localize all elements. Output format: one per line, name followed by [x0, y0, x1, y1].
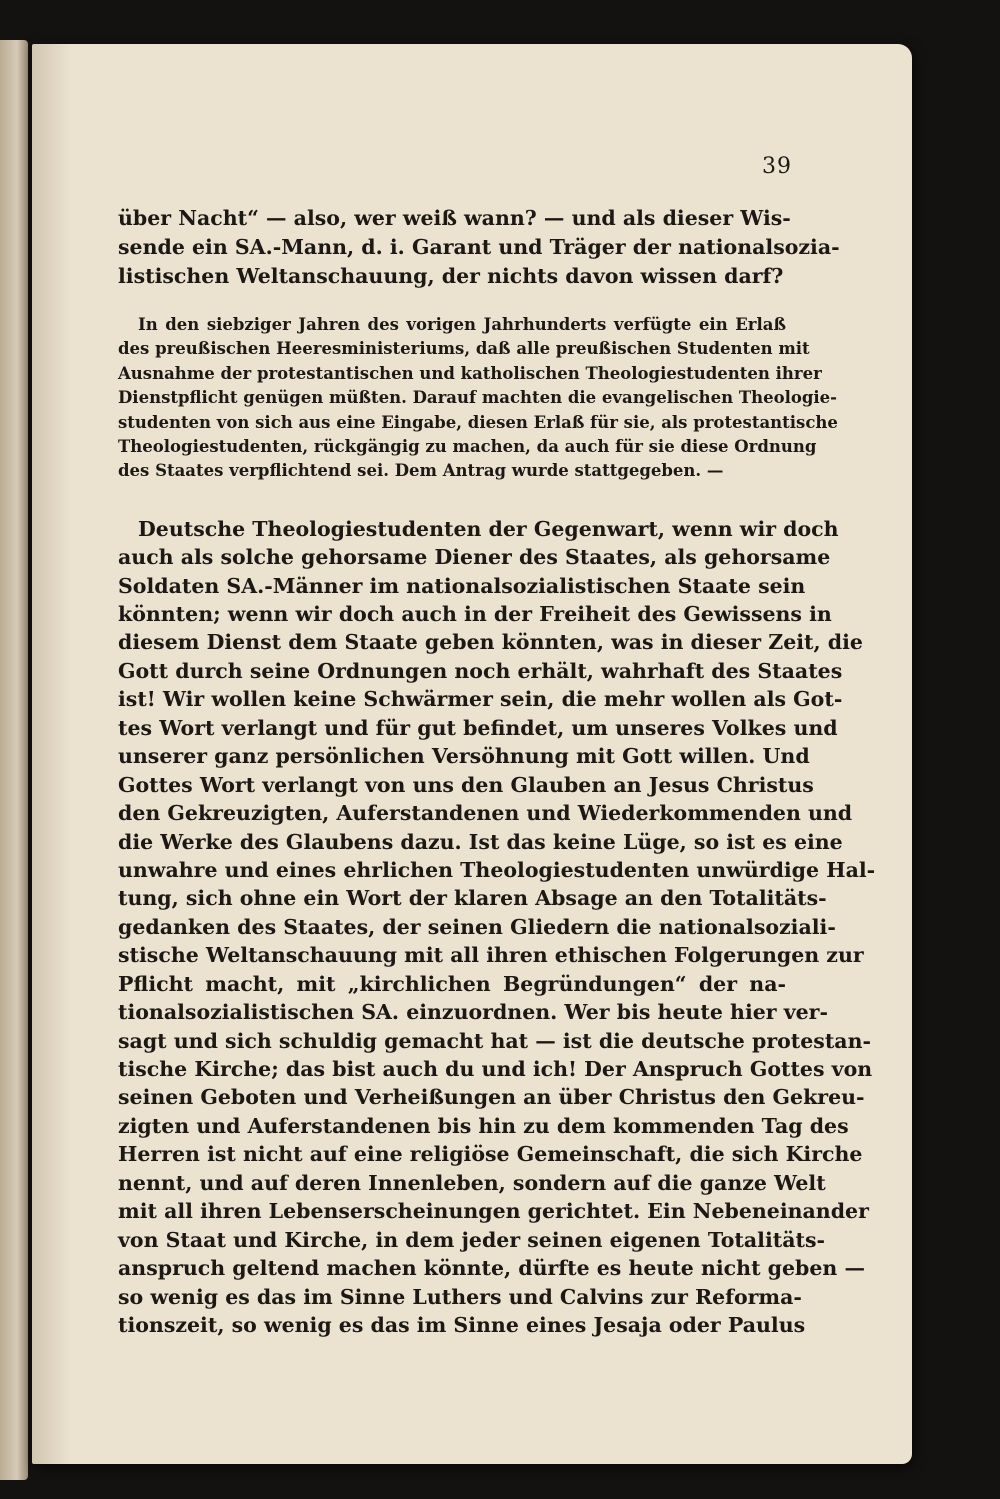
- text-line: über Nacht“ — also, wer weiß wann? — und als dieser Wis-: [118, 206, 791, 230]
- main-paragraph: [118, 515, 876, 1340]
- text-line: könnten; wenn wir doch auch in der Freiheit des Gewissens in: [118, 602, 832, 627]
- text-line: so wenig es das im Sinne Luthers und Calvins zur Reforma-: [118, 1284, 802, 1309]
- text-line: tische Kirche; das bist auch du und ich! Der Anspruch Gottes von: [118, 1057, 873, 1082]
- text-line: Gott durch seine Ordnungen noch erhält, wahrhaft des Staates: [118, 658, 843, 683]
- text-line: den Gekreuzigten, Auferstandenen und Wiederkommenden und: [118, 801, 853, 826]
- text-line: die Werke des Glaubens dazu. Ist das keine Lüge, so ist es eine: [118, 829, 843, 854]
- text-line: Gottes Wort verlangt von uns den Glauben an Jesus Christus: [118, 772, 814, 797]
- page-number: 39: [762, 154, 792, 179]
- text-line: ist! Wir wollen keine Schwärmer sein, die mehr wollen als Got-: [118, 687, 843, 712]
- text-line: tung, sich ohne ein Wort der klaren Absage an den Totalitäts-: [118, 886, 827, 911]
- text-line: tionalsozialistischen SA. einzuordnen. Wer bis heute hier ver-: [118, 1000, 828, 1025]
- text-line: Pflicht macht, mit „kirchlichen Begründungen“ der na-: [118, 971, 786, 996]
- text-line: gedanken des Staates, der seinen Gliedern die nationalsoziali-: [118, 914, 836, 939]
- text-line: listischen Weltanschauung, der nichts davon wissen darf?: [118, 264, 784, 288]
- text-line: stische Weltanschauung mit all ihren ethischen Folgerungen zur: [118, 943, 864, 968]
- facing-page-edge: [0, 40, 28, 1480]
- text-line: diesem Dienst dem Staate geben könnten, was in dieser Zeit, die: [118, 630, 863, 655]
- note-line: des Staates verpflichtend sei. Dem Antrag wurde stattgegeben. —: [118, 461, 724, 481]
- text-line: seinen Geboten und Verheißungen an über Christus den Gekreu-: [118, 1085, 865, 1110]
- text-line: auch als solche gehorsame Diener des Staates, als gehorsame: [118, 545, 831, 570]
- note-line: des preußischen Heeresministeriums, daß alle preußischen Studenten mit: [118, 339, 810, 359]
- text-line: unserer ganz persönlichen Versöhnung mit Gott willen. Und: [118, 744, 810, 769]
- text-line: mit all ihren Lebenserscheinungen gerichtet. Ein Nebeneinander: [118, 1199, 869, 1224]
- text-line: von Staat und Kirche, in dem jeder seinen eigenen Totalitäts-: [118, 1227, 825, 1252]
- text-line: sende ein SA.-Mann, d. i. Garant und Träger der nationalsozia-: [118, 235, 840, 259]
- text-line: unwahre und eines ehrlichen Theologiestudenten unwürdige Hal-: [118, 857, 876, 882]
- text-line: tes Wort verlangt und für gut befindet, um unseres Volkes und: [118, 715, 838, 740]
- text-line: Herren ist nicht auf eine religiöse Gemeinschaft, die sich Kirche: [118, 1142, 863, 1167]
- text-line: anspruch geltend machen könnte, dürfte es heute nicht geben —: [118, 1256, 865, 1281]
- text-line: tionszeit, so wenig es das im Sinne eines Jesaja oder Paulus: [118, 1312, 806, 1337]
- text-line: sagt und sich schuldig gemacht hat — ist die deutsche protestan-: [118, 1028, 872, 1053]
- text-line: zigten und Auferstandenen bis hin zu dem kommenden Tag des: [118, 1113, 849, 1138]
- note-paragraph: [118, 313, 838, 484]
- text-line: nennt, und auf deren Innenleben, sondern auf die ganze Welt: [118, 1170, 826, 1195]
- note-line: Theologiestudenten, rückgängig zu machen, da auch für sie diese Ordnung: [118, 436, 817, 456]
- text-block: [118, 204, 876, 1339]
- note-line: Dienstpflicht genügen müßten. Darauf machten die evangelischen Theologie-: [118, 388, 838, 408]
- note-line: studenten von sich aus eine Eingabe, diesen Erlaß für sie, als protestantische: [118, 412, 838, 432]
- paragraph-continuation: [118, 204, 840, 291]
- note-line: Ausnahme der protestantischen und katholischen Theologiestudenten ihrer: [118, 363, 822, 383]
- note-line: In den siebziger Jahren des vorigen Jahrhunderts verfügte ein Erlaß: [138, 315, 786, 334]
- text-line: Soldaten SA.-Männer im nationalsozialistischen Staate sein: [118, 573, 806, 598]
- book-page: [32, 44, 912, 1464]
- text-line: Deutsche Theologiestudenten der Gegenwart, wenn wir doch: [138, 516, 839, 541]
